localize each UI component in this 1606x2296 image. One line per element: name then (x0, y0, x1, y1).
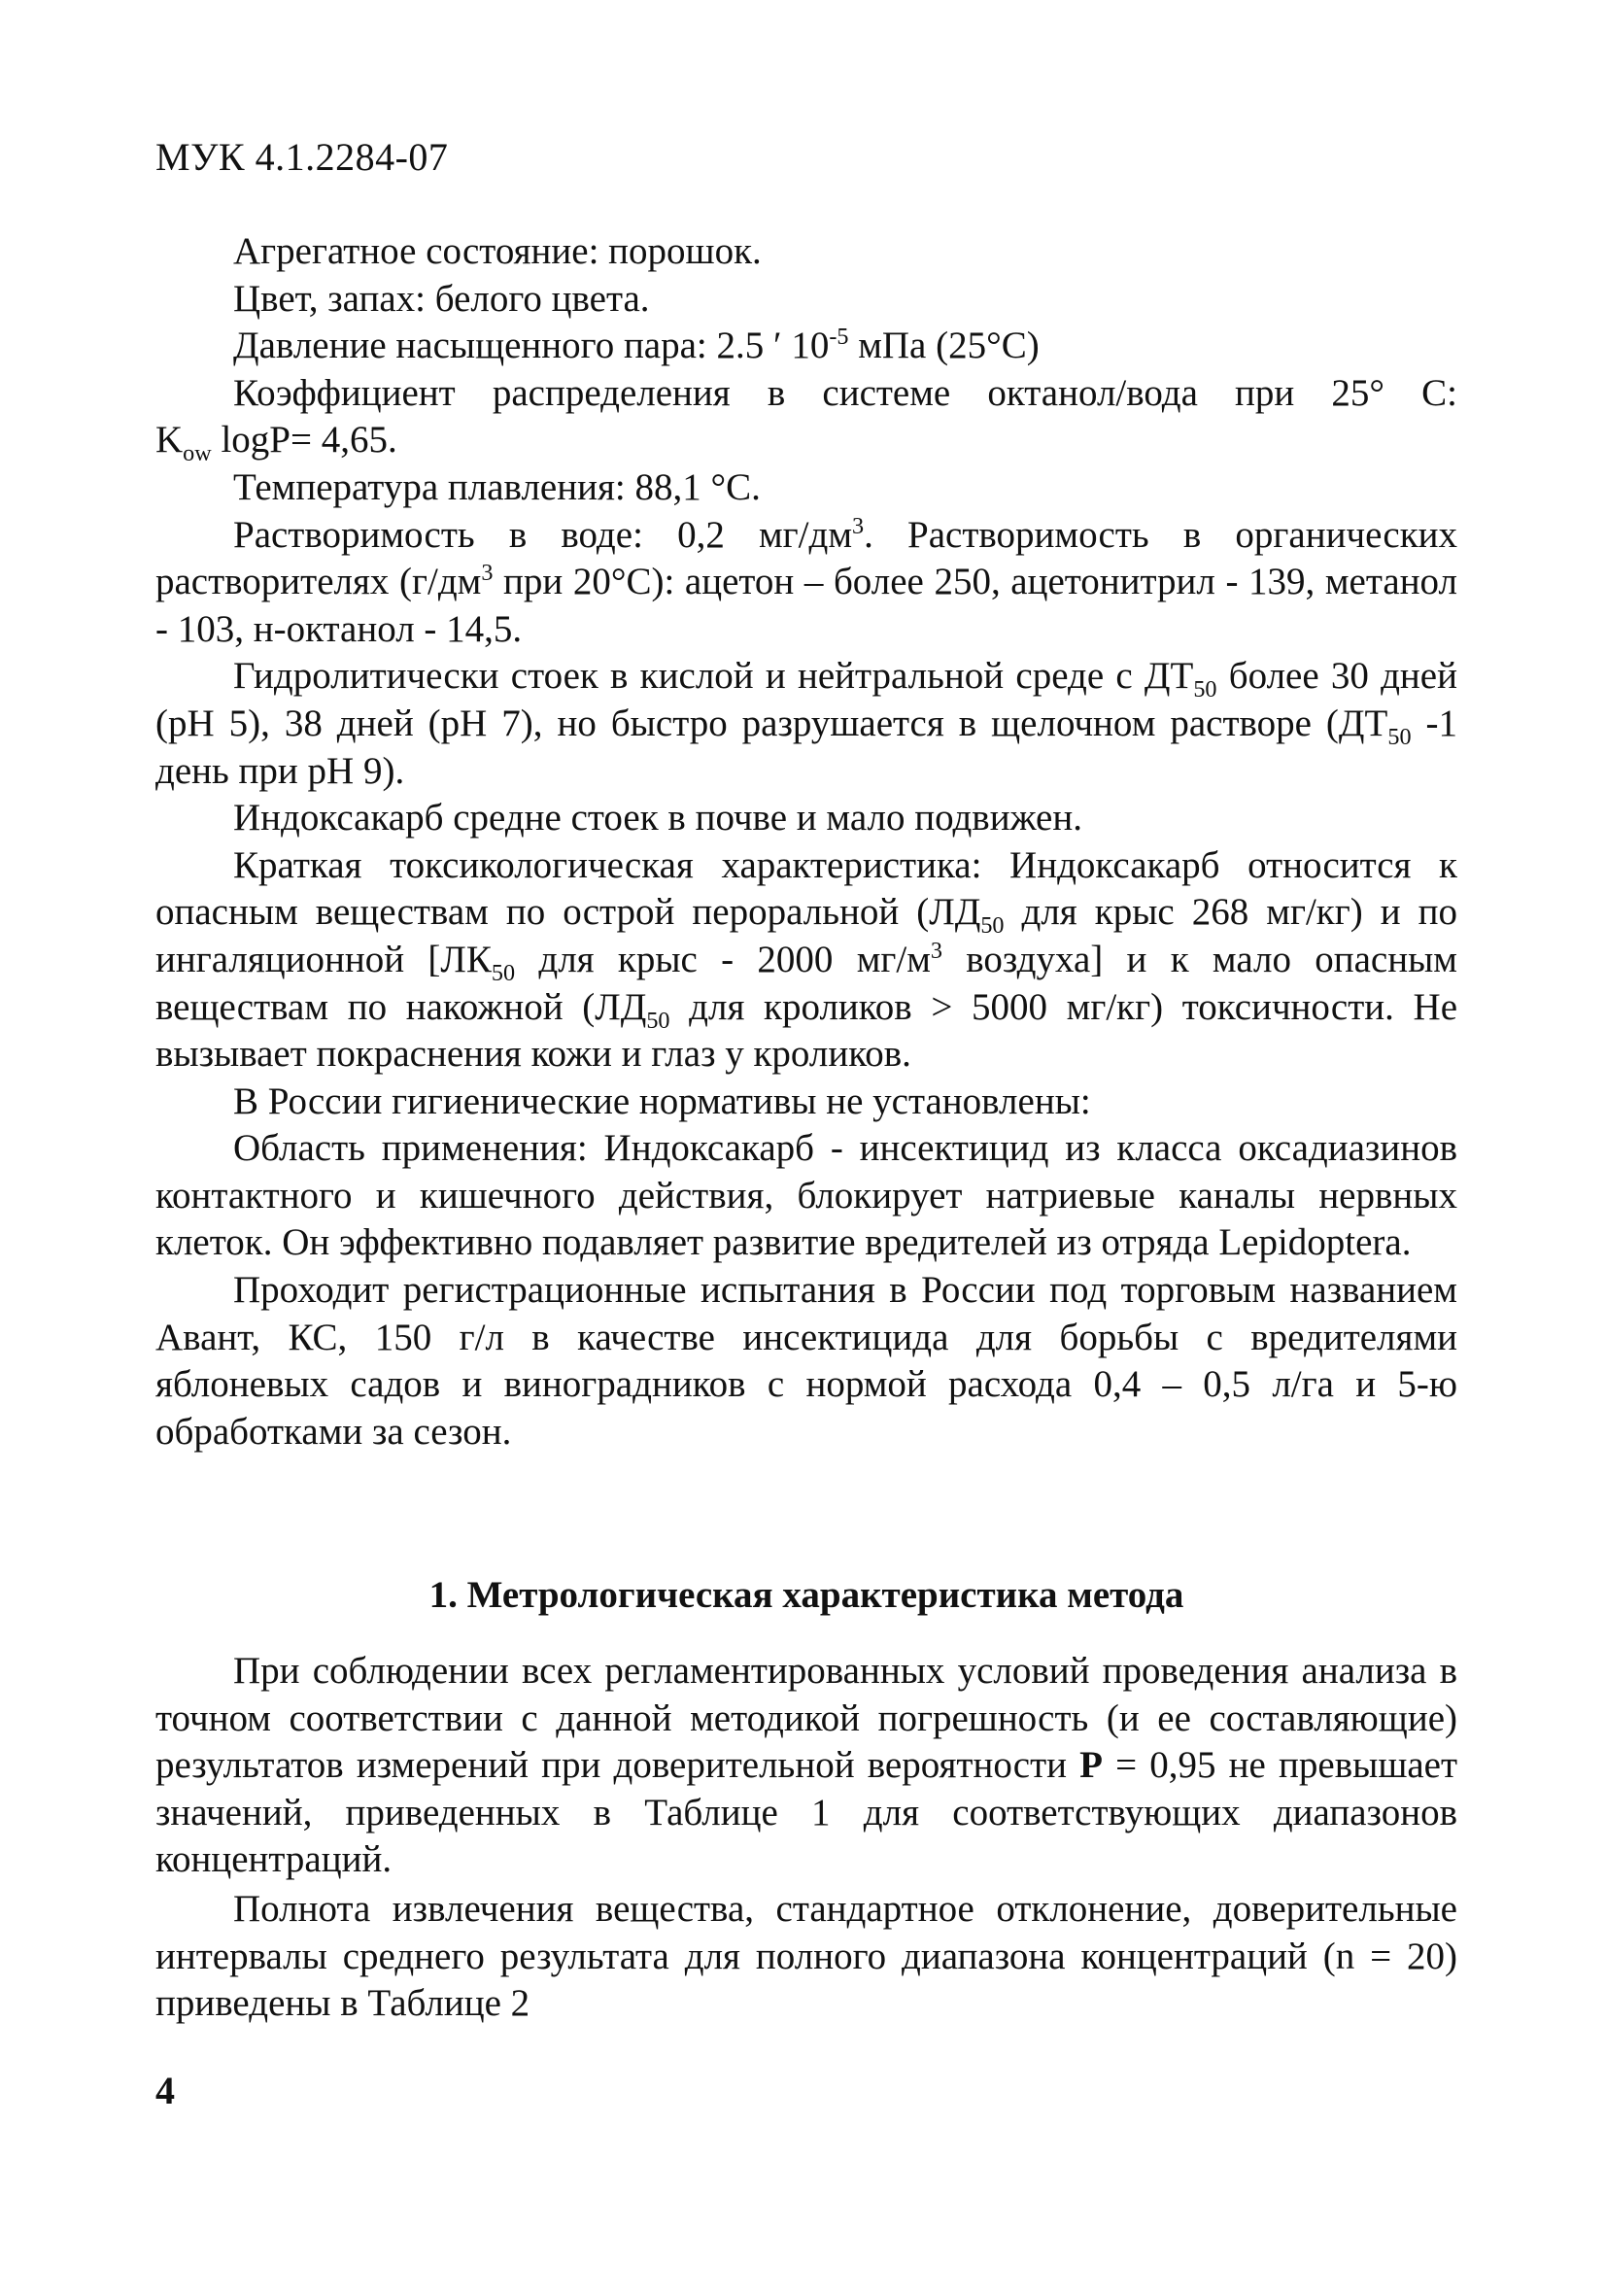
tox-text-b: для крыс 268 мг/кг) и по ингаляционной [ЛК (155, 891, 1457, 980)
method-text-a: При соблюдении всех регламентированных условий проведения анализа в точном соответствии с данной методикой погрешность (и ее составляющие) результатов измерений при доверительной вероятности (155, 1650, 1457, 1787)
solubility-sup-a: 3 (852, 512, 865, 539)
hydrolysis-sub-b: 50 (1387, 723, 1412, 750)
hydrolysis-sub-a: 50 (1193, 676, 1217, 703)
partition-paragraph (155, 370, 1457, 418)
method-section (155, 1648, 1457, 2028)
partition-value-paragraph (155, 417, 1457, 467)
partition-k: K (155, 419, 184, 462)
vapor-pressure-paragraph (155, 323, 1457, 370)
tox-text-c: для крыс - 2000 мг/м (515, 938, 931, 980)
hydrolysis-text-b: более 30 дней (рН 5), 38 дней (рН 7), но быстро разрушается в щелочном растворе (ДТ (155, 655, 1457, 744)
hydrolysis-text-c: -1 день при рН 9). (155, 702, 1457, 792)
solubility-sup-b: 3 (481, 560, 494, 587)
method-p-symbol: Р (1079, 1744, 1103, 1787)
section-title: 1. Метрологическая характеристика метода (428, 1574, 1184, 1616)
hydrolysis-text-a: Гидролитически стоек в кислой и нейтральной среде с ДТ (233, 655, 1194, 698)
tox-sub-a: 50 (980, 912, 1005, 940)
toxicology-paragraph (155, 842, 1457, 1079)
partition-line1: Коэффициент распределения в системе октанол/вода при 25° С: (233, 371, 1457, 414)
vapor-pressure-prefix: Давление насыщенного пара: 2.5 (233, 325, 774, 367)
partition-value: logP= 4,65. (211, 419, 397, 462)
document-header: МУК 4.1.2284-07 (155, 135, 449, 179)
method-text-b: = 0,95 не превышает значений, приведенных в Таблице 1 для соответствующих диапазонов концентраций. (155, 1744, 1458, 1881)
vapor-pressure-times: ′ (773, 325, 782, 367)
registration-paragraph: Проходит регистрационные испытания в России под торговым названием Авант, КС, 150 г/л в качестве инсектицида для борьбы с вредителями яблоневых садов и виноградников с нормой расхода 0,4 – 0,5 л/га и 5-ю обработками за сезон. (155, 1269, 1457, 1453)
norms-paragraph: В России гигиенические нормативы не установлены: (233, 1079, 1091, 1122)
properties-section (155, 228, 1457, 1456)
solubility-text-c: при 20°С): ацетон – более 250, ацетонитрил - 139, метанол - 103, н-октанол - 14,5. (155, 561, 1458, 650)
state-paragraph: Агрегатное состояние: порошок. (233, 230, 762, 272)
solubility-text-b: . Растворимость в органических растворителях (г/дм (155, 513, 1458, 603)
application-paragraph: Область применения: Индоксакарб - инсектицид из класса оксадиазинов контактного и кишечного действия, блокирует натриевые каналы нервных клеток. Он эффективно подавляет развитие вредителей из отряда Lepidoptera. (155, 1127, 1457, 1264)
page-number: 4 (155, 2069, 175, 2112)
method-paragraph-2: Полнота извлечения вещества, стандартное отклонение, доверительные интервалы среднего результата для полного диапазона концентраций (n = 20) приведены в Таблице 2 (155, 1887, 1457, 2025)
tox-text-e: для кроликов > 5000 мг/кг) токсичности. Не вызывает покраснения кожи и глаз у кроликов. (155, 985, 1457, 1076)
melting-point-paragraph: Температура плавления: 88,1 °С. (233, 465, 761, 508)
tox-sub-d: 50 (646, 1007, 670, 1034)
partition-k-subscript: ow (183, 440, 212, 467)
tox-sup-c: 3 (930, 937, 942, 964)
vapor-pressure-base: 10 (781, 325, 830, 367)
vapor-pressure-exponent: -5 (829, 324, 849, 351)
tox-text-a: Краткая токсикологическая характеристика: Индоксакарб относится к опасным веществам по острой пероральной (ЛД (155, 843, 1457, 934)
hydrolysis-paragraph (155, 653, 1457, 795)
tox-sub-b: 50 (491, 959, 516, 986)
method-paragraph-1 (155, 1648, 1457, 1884)
color-paragraph: Цвет, запах: белого цвета. (233, 277, 650, 320)
solubility-paragraph (155, 512, 1457, 654)
soil-paragraph: Индоксакарб средне стоек в почве и мало подвижен. (233, 797, 1082, 840)
tox-text-d: воздуха] и к мало опасным веществам по накожной (ЛД (155, 938, 1457, 1028)
vapor-pressure-suffix: мПа (25°С) (848, 325, 1040, 367)
solubility-text-a: Растворимость в воде: 0,2 мг/дм (233, 513, 853, 556)
